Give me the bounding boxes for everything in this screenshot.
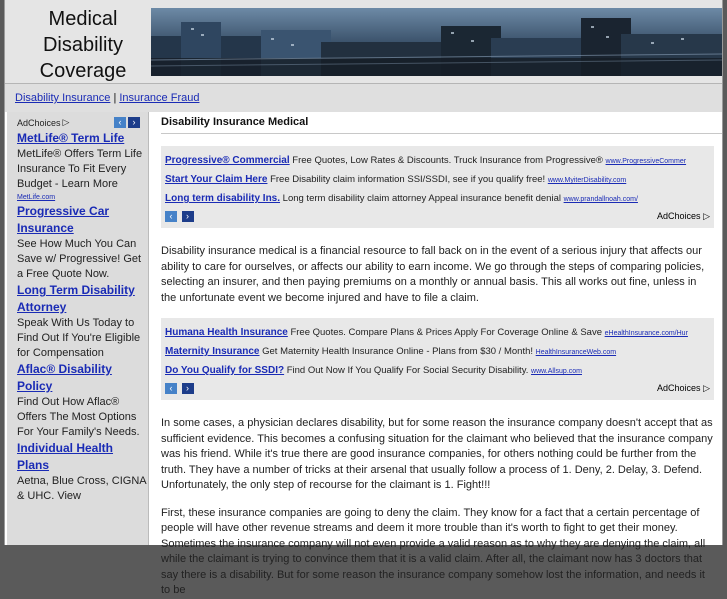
ad-url-link[interactable]: HealthInsuranceWeb.com	[535, 349, 617, 356]
article-paragraph: First, these insurance companies are going to deny the claim. They know for a fact that a certain percentage of people will have other revenue streams and deem it more trouble than it's worth to fight to get their money. Sometimes the insurance company will not even provide a valid reason as to why they are denying the claim, all while the claimant is trying to convince them that it is a valid claim. After all, the claimant now has 3 doctors that say there is a disability. But for some reason the insurance company somehow lost the information, and needs it to be	[161, 506, 706, 596]
ad-title-link[interactable]: Progressive® Commercial	[165, 155, 290, 166]
site-title-line: Disability	[42, 34, 124, 56]
ad-line	[165, 189, 710, 208]
sidebar-ad-url[interactable]: MetLife.com	[17, 194, 56, 201]
ad-url-link[interactable]: www.MyiterDisability.com	[547, 177, 627, 184]
site-title[interactable]	[17, 6, 149, 84]
ad-nav-arrows	[165, 383, 194, 394]
adchoices-icon: ▷	[703, 382, 710, 393]
city-skyline-image	[151, 8, 722, 76]
article-paragraph: In some cases, a physician declares disability, but for some reason the insurance company doesn't accept that as sufficient evidence. This becomes a confusing situation for the claimant who believed that the insurance company was his friend. While it's true there are good insurance companies, for others nothing could be further from the truth. They have a number of tricks at their arsenal that usually follow a process of 1. Deny, 2. Delay, 3. Defend. Unfortunately, the only step of recourse for the claimant is 1. Fight!!!	[161, 417, 713, 491]
sidebar-ad	[17, 130, 148, 203]
sidebar-ad-title[interactable]: MetLife® Term Life	[17, 131, 125, 145]
ad-url-link[interactable]: www.Allsup.com	[531, 368, 582, 375]
sidebar-ad-title[interactable]: Long Term Disability Attorney	[17, 283, 135, 314]
ad-url-link[interactable]: www.ProgressiveCommer	[605, 158, 687, 165]
adchoices-icon[interactable]: ▷	[62, 117, 70, 127]
ad-prev-arrow-icon[interactable]: ‹	[114, 117, 126, 128]
sidebar-ad	[17, 203, 148, 282]
ad-line	[165, 361, 710, 380]
ad-block	[161, 146, 714, 228]
ad-title-link[interactable]: Humana Health Insurance	[165, 327, 288, 338]
sidebar-ad	[17, 282, 148, 361]
ad-line	[165, 151, 710, 170]
nav-link-disability-insurance[interactable]: Disability Insurance	[15, 92, 111, 104]
ad-text: Get Maternity Health Insurance Online - Plans from $30 / Month!	[262, 346, 534, 357]
header-banner-image	[151, 8, 722, 76]
main-content	[151, 112, 722, 596]
ad-nav-arrows	[165, 211, 194, 222]
sidebar-ad-desc: See How Much You Can Save w/ Progressive! Get a Free Quote Now.	[17, 238, 142, 280]
ad-next-arrow-icon[interactable]: ›	[182, 383, 194, 394]
adchoices-link[interactable]	[657, 383, 710, 394]
ad-text: Free Disability claim information SSI/SSDI, see if you qualify free!	[270, 174, 546, 185]
adchoices-icon: ▷	[703, 210, 710, 221]
ad-title-link[interactable]: Long term disability Ins.	[165, 193, 281, 204]
sidebar-ad-desc: Speak With Us Today to Find Out If You're Eligible for Compensation	[17, 317, 141, 359]
adchoices-link[interactable]	[657, 211, 710, 222]
ad-text: Long term disability claim attorney Appeal insurance benefit denial	[282, 193, 561, 204]
ad-block	[161, 318, 714, 400]
nav-separator: |	[113, 92, 117, 104]
ad-line	[165, 170, 710, 189]
article-paragraph: Disability insurance medical is a financial resource to fall back on in the event of a serious injury that affects our ability to care for ourselves, or affects our ability to earn income. We go through the steps of comparing policies, selecting an insurer, and then paying premiums on a monthly or annual basis. This all works out fine, unless in the unfortunate event we become injured and have to file a claim.	[161, 245, 705, 304]
ad-url-link[interactable]: eHealthInsurance.com/Hur	[604, 330, 688, 337]
ad-prev-arrow-icon[interactable]: ‹	[165, 211, 177, 222]
adchoices-label[interactable]: AdChoices	[17, 117, 61, 128]
ad-title-link[interactable]: Do You Qualify for SSDI?	[165, 365, 285, 376]
ad-title-link[interactable]: Maternity Insurance	[165, 346, 260, 357]
top-navigation	[5, 84, 722, 112]
site-title-line: Coverage	[39, 60, 127, 82]
sidebar-ad	[17, 440, 148, 504]
adchoices-label: AdChoices	[657, 210, 701, 221]
header	[5, 0, 722, 84]
sidebar-ad-title[interactable]: Aflac® Disability Policy	[17, 362, 112, 393]
ad-line	[165, 342, 710, 361]
page	[4, 0, 723, 596]
ad-text: Free Quotes, Low Rates & Discounts. Truck Insurance from Progressive®	[292, 155, 603, 166]
ad-block-footer	[165, 380, 710, 396]
sidebar-ad	[17, 361, 148, 440]
ad-text: Free Quotes. Compare Plans & Prices Apply For Coverage Online & Save	[290, 327, 602, 338]
ad-block-footer	[165, 208, 710, 224]
site-title-line: Medical	[48, 8, 118, 30]
sidebar-ad-desc: Find Out How Aflac® Offers The Most Options For Your Family's Needs.	[17, 396, 140, 438]
ad-prev-arrow-icon[interactable]: ‹	[165, 383, 177, 394]
nav-link-insurance-fraud[interactable]: Insurance Fraud	[119, 92, 200, 104]
ad-line	[165, 323, 710, 342]
sidebar-ad-desc: MetLife® Offers Term Life Insurance To Fit Every Budget - Learn More	[17, 148, 143, 190]
divider	[161, 133, 722, 134]
ad-title-link[interactable]: Start Your Claim Here	[165, 174, 268, 185]
ad-next-arrow-icon[interactable]: ›	[182, 211, 194, 222]
sidebar-ads	[7, 112, 149, 545]
ad-text: Find Out Now If You Qualify For Social Security Disability.	[286, 365, 529, 376]
sidebar-adchoices-row	[17, 115, 148, 130]
sidebar-ad-title[interactable]: Individual Health Plans	[17, 441, 114, 472]
adchoices-label: AdChoices	[657, 382, 701, 393]
ad-next-arrow-icon[interactable]: ›	[128, 117, 140, 128]
sidebar-ad-title[interactable]: Progressive Car Insurance	[17, 204, 110, 235]
page-title: Disability Insurance Medical	[161, 116, 309, 128]
ad-url-link[interactable]: www.prandallnoah.com/	[563, 196, 638, 203]
sidebar-ad-desc: Aetna, Blue Cross, CIGNA & UHC. View	[17, 475, 146, 502]
